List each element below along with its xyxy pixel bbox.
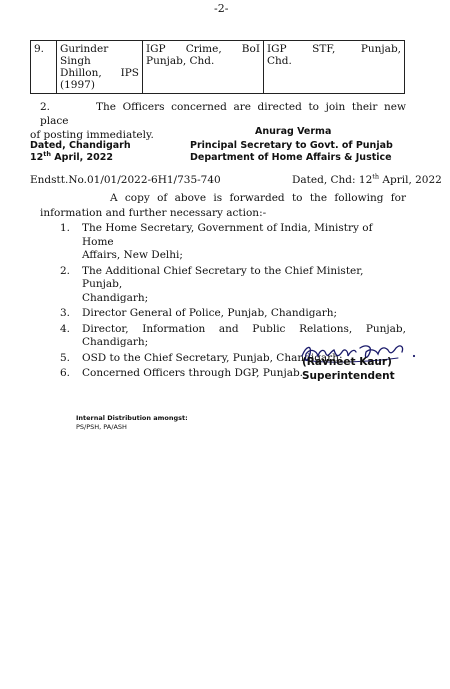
signatory-name: Anurag Verma xyxy=(255,126,332,137)
present-posting-line: Punjab, Chd. xyxy=(146,55,215,67)
list-item-line: The Home Secretary, Government of India, Ministry of Home xyxy=(82,222,373,248)
present-posting-line: IGP Crime, BoI xyxy=(146,43,260,55)
new-posting-line: IGP STF, Punjab, xyxy=(267,43,401,55)
internal-distribution-title: Internal Distribution amongst: xyxy=(76,414,188,422)
endorsement-date-suffix: th xyxy=(372,172,380,181)
list-item-line: Director, Information and Public Relations, Punjab, xyxy=(82,322,406,335)
cell-spacer xyxy=(267,67,401,91)
list-number: 2. xyxy=(60,264,71,277)
paragraph-2-line-2: of posting immediately. xyxy=(30,129,154,141)
order-date-rest: April, 2022 xyxy=(50,152,113,163)
copy-forward-line-1: A copy of above is forwarded to the following for xyxy=(110,192,406,204)
list-number: 1. xyxy=(60,222,71,234)
list-number: 6. xyxy=(60,367,71,379)
officer-signature-name: (Ravneet Kaur) xyxy=(302,356,392,368)
order-date-day: 12 xyxy=(30,152,44,163)
list-item-line: Director General of Police, Punjab, Chandigarh; xyxy=(82,307,338,319)
new-posting-cell xyxy=(264,41,405,94)
list-item xyxy=(30,265,406,306)
order-date-suffix: th xyxy=(43,149,51,158)
paragraph-2-text-1: The Officers concerned are directed to join their new place xyxy=(40,101,406,127)
list-item-line: Chandigarh; xyxy=(82,336,149,348)
paragraph-2-line-1 xyxy=(40,100,406,128)
page-number: -2- xyxy=(214,2,229,15)
dated-place: Dated, Chandigarh xyxy=(30,140,131,151)
table-row xyxy=(31,41,405,94)
list-item-line: Affairs, New Delhi; xyxy=(82,249,183,261)
officer-signature-designation: Superintendent xyxy=(302,370,395,382)
endorsement-date xyxy=(292,174,442,186)
paragraph-number: 2. xyxy=(40,101,51,113)
list-item-line: Chandigarh; xyxy=(82,291,149,304)
order-date xyxy=(30,149,113,164)
signatory-designation-1: Principal Secretary to Govt. of Punjab xyxy=(190,140,393,151)
endorsement-line xyxy=(30,172,442,186)
internal-distribution-text: PS/PSH, PA/ASH xyxy=(76,423,127,431)
officer-name-line: (1997) xyxy=(60,79,95,91)
list-item-line: OSD to the Chief Secretary, Punjab, Chandigarh; xyxy=(82,351,343,364)
posting-table xyxy=(30,40,405,94)
list-item xyxy=(30,307,406,321)
officer-name-cell xyxy=(57,41,143,94)
copy-forward-line-2: information and further necessary action:- xyxy=(40,207,267,219)
list-item-line: The Additional Chief Secretary to the Chief Minister, Punjab, xyxy=(82,264,364,290)
endorsement-date-rest: April, 2022 xyxy=(379,174,442,186)
signatory-designation-2: Department of Home Affairs & Justice xyxy=(190,152,392,163)
list-number: 5. xyxy=(60,351,71,364)
paragraph-2 xyxy=(30,100,406,142)
list-number: 4. xyxy=(60,322,71,335)
list-item-line: Concerned Officers through DGP, Punjab. xyxy=(82,367,304,379)
officer-name-line: Dhillon, IPS xyxy=(60,67,139,79)
present-posting-cell xyxy=(143,41,264,94)
officer-name-line: Gurinder Singh xyxy=(60,43,109,67)
new-posting-line: Chd. xyxy=(267,55,292,67)
endorsement-date-prefix: Dated, Chd: 12 xyxy=(292,174,373,186)
list-item xyxy=(30,222,406,263)
endorsement-number: Endstt.No.01/01/2022-6H1/735-740 xyxy=(30,174,221,186)
list-number: 3. xyxy=(60,307,71,319)
serial-number-cell: 9. xyxy=(31,41,57,94)
